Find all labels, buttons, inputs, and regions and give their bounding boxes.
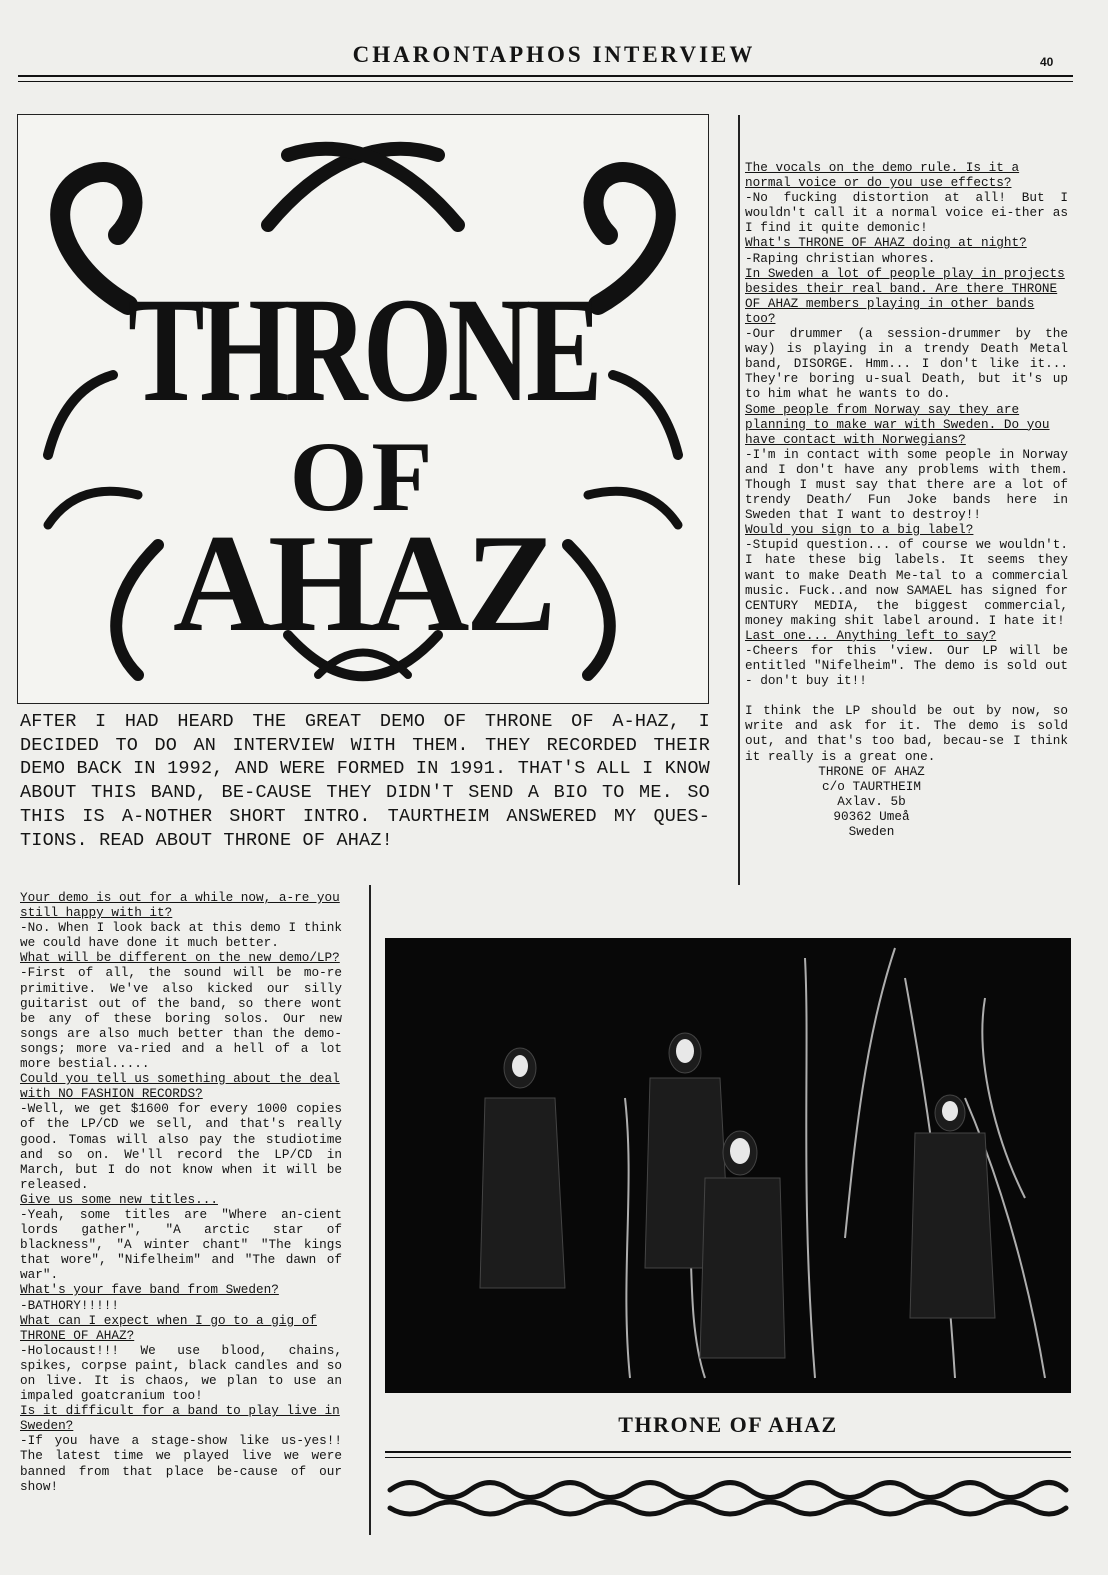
column-divider-right	[738, 115, 740, 885]
band-photo-silhouettes	[385, 938, 1071, 1393]
answer-text: -If you have a stage-show like us-yes!! The latest time we played live we were banned from that place be-cause of our show!	[20, 1433, 342, 1494]
band-photo	[385, 938, 1071, 1393]
address-line: 90362 Umeå	[833, 808, 910, 824]
column-divider-left	[369, 885, 371, 1535]
logo-word-ahaz: AHAZ	[173, 506, 553, 661]
header-rule-top	[18, 75, 1073, 77]
footer-rule-top	[385, 1451, 1071, 1453]
band-logo-box	[17, 114, 709, 704]
answer-text: -Yeah, some titles are "Where an-cient lords gather", "A arctic star of blackness", "A winter chant" "The kings that wore", "Nifelheim" and "The dawn of war".	[20, 1206, 342, 1283]
address-line: c/o TAURTHEIM	[822, 778, 921, 794]
question-text: Give us some new titles...	[20, 1191, 218, 1207]
header-rule-bottom	[18, 81, 1073, 82]
interview-column-right	[745, 160, 1068, 839]
ornament-pattern	[385, 1470, 1071, 1520]
contact-address	[745, 764, 1068, 839]
answer-text: -BATHORY!!!!!	[20, 1297, 119, 1313]
question-text: Last one... Anything left to say?	[745, 627, 997, 643]
question-text: In Sweden a lot of people play in projects besides their real band. Are there THRONE OF AHAZ members playing in other bands too?	[745, 265, 1065, 326]
question-text: What will be different on the new demo/LP?	[20, 950, 340, 966]
question-text: Some people from Norway say they are planning to make war with Sweden. Do you have contact with Norwegians?	[745, 401, 1050, 447]
page-header-title: CHARONTAPHOS INTERVIEW	[352, 42, 756, 67]
answer-text: -No fucking distortion at all! But I wouldn't call it a normal voice ei-ther as I find it quite demonic!	[745, 190, 1068, 236]
answer-text: -I'm in contact with some people in Norway and I don't have any problems with them. Though I must say that there are a lot of trendy Death/ Fun Joke bands here in Sweden that I want to destroy!!	[745, 446, 1068, 523]
photo-caption: THRONE OF AHAZ	[618, 1412, 838, 1437]
answer-text: -Our drummer (a session-drummer by the way) is playing in a trendy Death Metal band, DISORGE. Hmm... I don't like it... They're boring u-sual Death, but it's up to him what he wants to do.	[745, 326, 1068, 402]
logo-word-throne: THRONE	[128, 267, 598, 433]
question-text: What can I expect when I go to a gig of THRONE OF AHAZ?	[20, 1312, 317, 1343]
answer-text: -Stupid question... of course we wouldn't. I hate these big labels. It seems they want to make Death Me-tal to a commercial music. Fuck..and now SAMAEL has signed for CENTURY MEDIA, the biggest commercial, money making shit label around. I hate it!	[745, 537, 1068, 628]
answer-text: -Holocaust!!! We use blood, chains, spikes, corpse paint, black candles and so on live. It is chaos, we plan to use an impaled goatcranium too!	[20, 1342, 342, 1404]
closing-text: I think the LP should be out by now, so write and ask for it. The demo is sold out, and that's too bad, becau-se I think it really is a great one.	[745, 703, 1068, 764]
address-line: Sweden	[848, 824, 895, 840]
question-text: Could you tell us something about the deal with NO FASHION RECORDS?	[20, 1071, 340, 1102]
interview-column-left	[20, 890, 342, 1494]
address-line: Axlav. 5b	[837, 793, 906, 809]
answer-text: -No. When I look back at this demo I think we could have done it much better.	[20, 920, 342, 951]
band-logo-artwork	[18, 115, 708, 703]
question-text: What's your fave band from Sweden?	[20, 1282, 279, 1298]
question-text: Is it difficult for a band to play live in Sweden?	[20, 1403, 340, 1434]
question-text: Your demo is out for a while now, a-re you still happy with it?	[20, 890, 340, 921]
page-number: 40	[1040, 55, 1054, 69]
intro-paragraph: AFTER I HAD HEARD THE GREAT DEMO OF THRONE OF A-HAZ, I DECIDED TO DO AN INTERVIEW WITH THEM. THEY RECORDED THEIR DEMO BACK IN 1992, AND WERE FORMED IN 1991. THAT'S ALL I KNOW ABOUT THIS BAND, BE-CAUSE THEY DIDN'T SEND A BIO TO ME. SO THIS IS A-NOTHER SHORT INTRO. TAURTHEIM ANSWERED MY QUES-TIONS. READ ABOUT THRONE OF AHAZ!	[20, 711, 710, 851]
answer-text: -Well, we get $1600 for every 1000 copies of the LP/CD we sell, and that's really good. Tomas will also pay the studiotime and so on. We'll record the LP/CD in March, but I do not know when it will be released.	[20, 1101, 342, 1192]
decorative-border-ornament	[385, 1470, 1071, 1520]
answer-text: -First of all, the sound will be mo-re primitive. We've also kicked our silly guitarist out of the band, so there wont be any of these boring solos. Our new songs are also much better than the demo-songs; more va-ried and a hell of a lot more bestial.....	[20, 965, 342, 1072]
address-line: THRONE OF AHAZ	[818, 763, 925, 779]
answer-text: -Raping christian whores.	[745, 250, 936, 266]
answer-text: -Cheers for this 'view. Our LP will be entitled "Nifelheim". The demo is sold out - don't buy it!!	[745, 643, 1068, 689]
question-text: The vocals on the demo rule. Is it a normal voice or do you use effects?	[745, 160, 1020, 191]
footer-rule-bottom	[385, 1457, 1071, 1458]
question-text: Would you sign to a big label?	[745, 522, 974, 538]
question-text: What's THRONE OF AHAZ doing at night?	[745, 235, 1027, 251]
logo-word-of: OF	[289, 421, 437, 532]
